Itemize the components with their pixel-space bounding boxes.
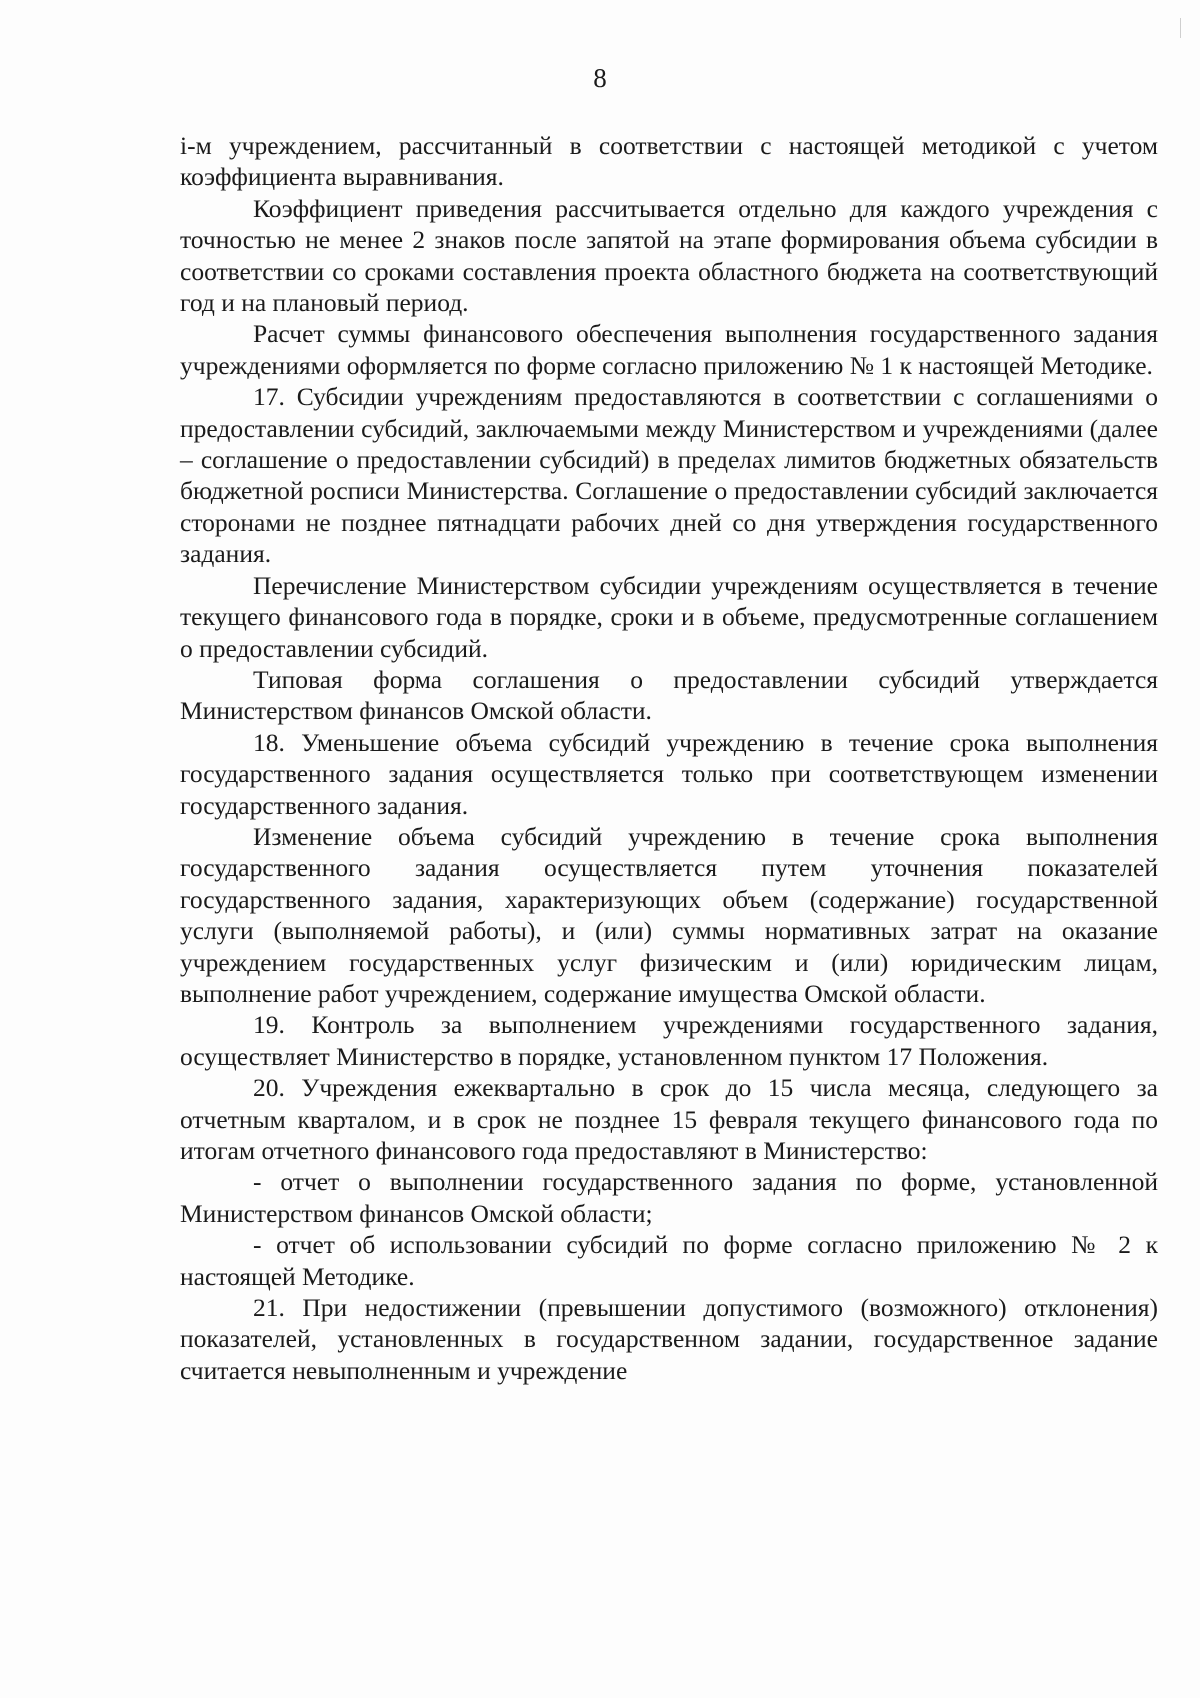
paragraph-9: 19. Контроль за выполнением учреждениями государственного задания, осуществляет Министерство в порядке, установленном пунктом 17 Положения. [180,1010,1158,1071]
paragraph-7: 18. Уменьшение объема субсидий учреждению в течение срока выполнения государственного задания осуществляется только при соответствующем изменении государственного задания. [180,727,1158,820]
paragraph-6: Типовая форма соглашения о предоставлении субсидий утверждается Министерством финансов Омской области. [180,664,1158,726]
paragraph-12: - отчет об использовании субсидий по форме согласно приложению № 2 к настоящей Методике. [180,1230,1158,1291]
scan-margin-mark [1180,18,1181,38]
paragraph-8: Изменение объема субсидий учреждению в течение срока выполнения государственного задания осуществляется путем уточнения показателей государственного задания, характеризующих объем (содержание) государственной услуги (выполняемой работы), и (или) суммы нормативных затрат на оказание учреждением государственных услуг физическим и (или) юридическим лицам, выполнение работ учреждением, содержание имущества Омской области. [180,821,1158,1008]
paragraph-5: Перечисление Министерством субсидии учреждениям осуществляется в течение текущего финансового года в порядке, сроки и в объеме, предусмотренные соглашением о предоставлении субсидий. [180,570,1158,663]
paragraph-4: 17. Субсидии учреждениям предоставляются в соответствии с соглашениями о предоставлении субсидий, заключаемыми между Министерством и учреждениями (далее – соглашение о предоставлении субсидий) в пределах лимитов бюджетных обязательств бюджетной росписи Министерства. Соглашение о предоставлении субсидий заключается сторонами не позднее пятнадцати рабочих дней со дня утверждения государственного задания. [180,382,1158,569]
paragraph-10: 20. Учреждения ежеквартально в срок до 15 числа месяца, следующего за отчетным кварталом, и в срок не позднее 15 февраля текущего финансового года по итогам отчетного финансового года предоставляют в Министерство: [180,1073,1158,1165]
page-number: 8 [593,63,607,93]
paragraph-2: Коэффициент приведения рассчитывается отдельно для каждого учреждения с точностью не менее 2 знаков после запятой на этапе формирования объема субсидии в соответствии со сроками составления проекта областного бюджета на соответствующий год и на плановый период. [180,193,1158,318]
paragraph-11: - отчет о выполнении государственного задания по форме, установленной Министерством финансов Омской области; [180,1167,1158,1228]
paragraph-3: Расчет суммы финансового обеспечения выполнения государственного задания учреждениями оформляется по форме согласно приложению № 1 к настоящей Методике. [180,319,1158,380]
document-body [180,130,1158,1386]
paragraph-13: 21. При недостижении (превышении допустимого (возможного) отклонения) показателей, установленных в государственном задании, государственное задание считается невыполненным и учреждение [180,1293,1158,1385]
paragraph-1: i-м учреждением, рассчитанный в соответствии с настоящей методикой с учетом коэффициента выравнивания. [180,131,1158,192]
